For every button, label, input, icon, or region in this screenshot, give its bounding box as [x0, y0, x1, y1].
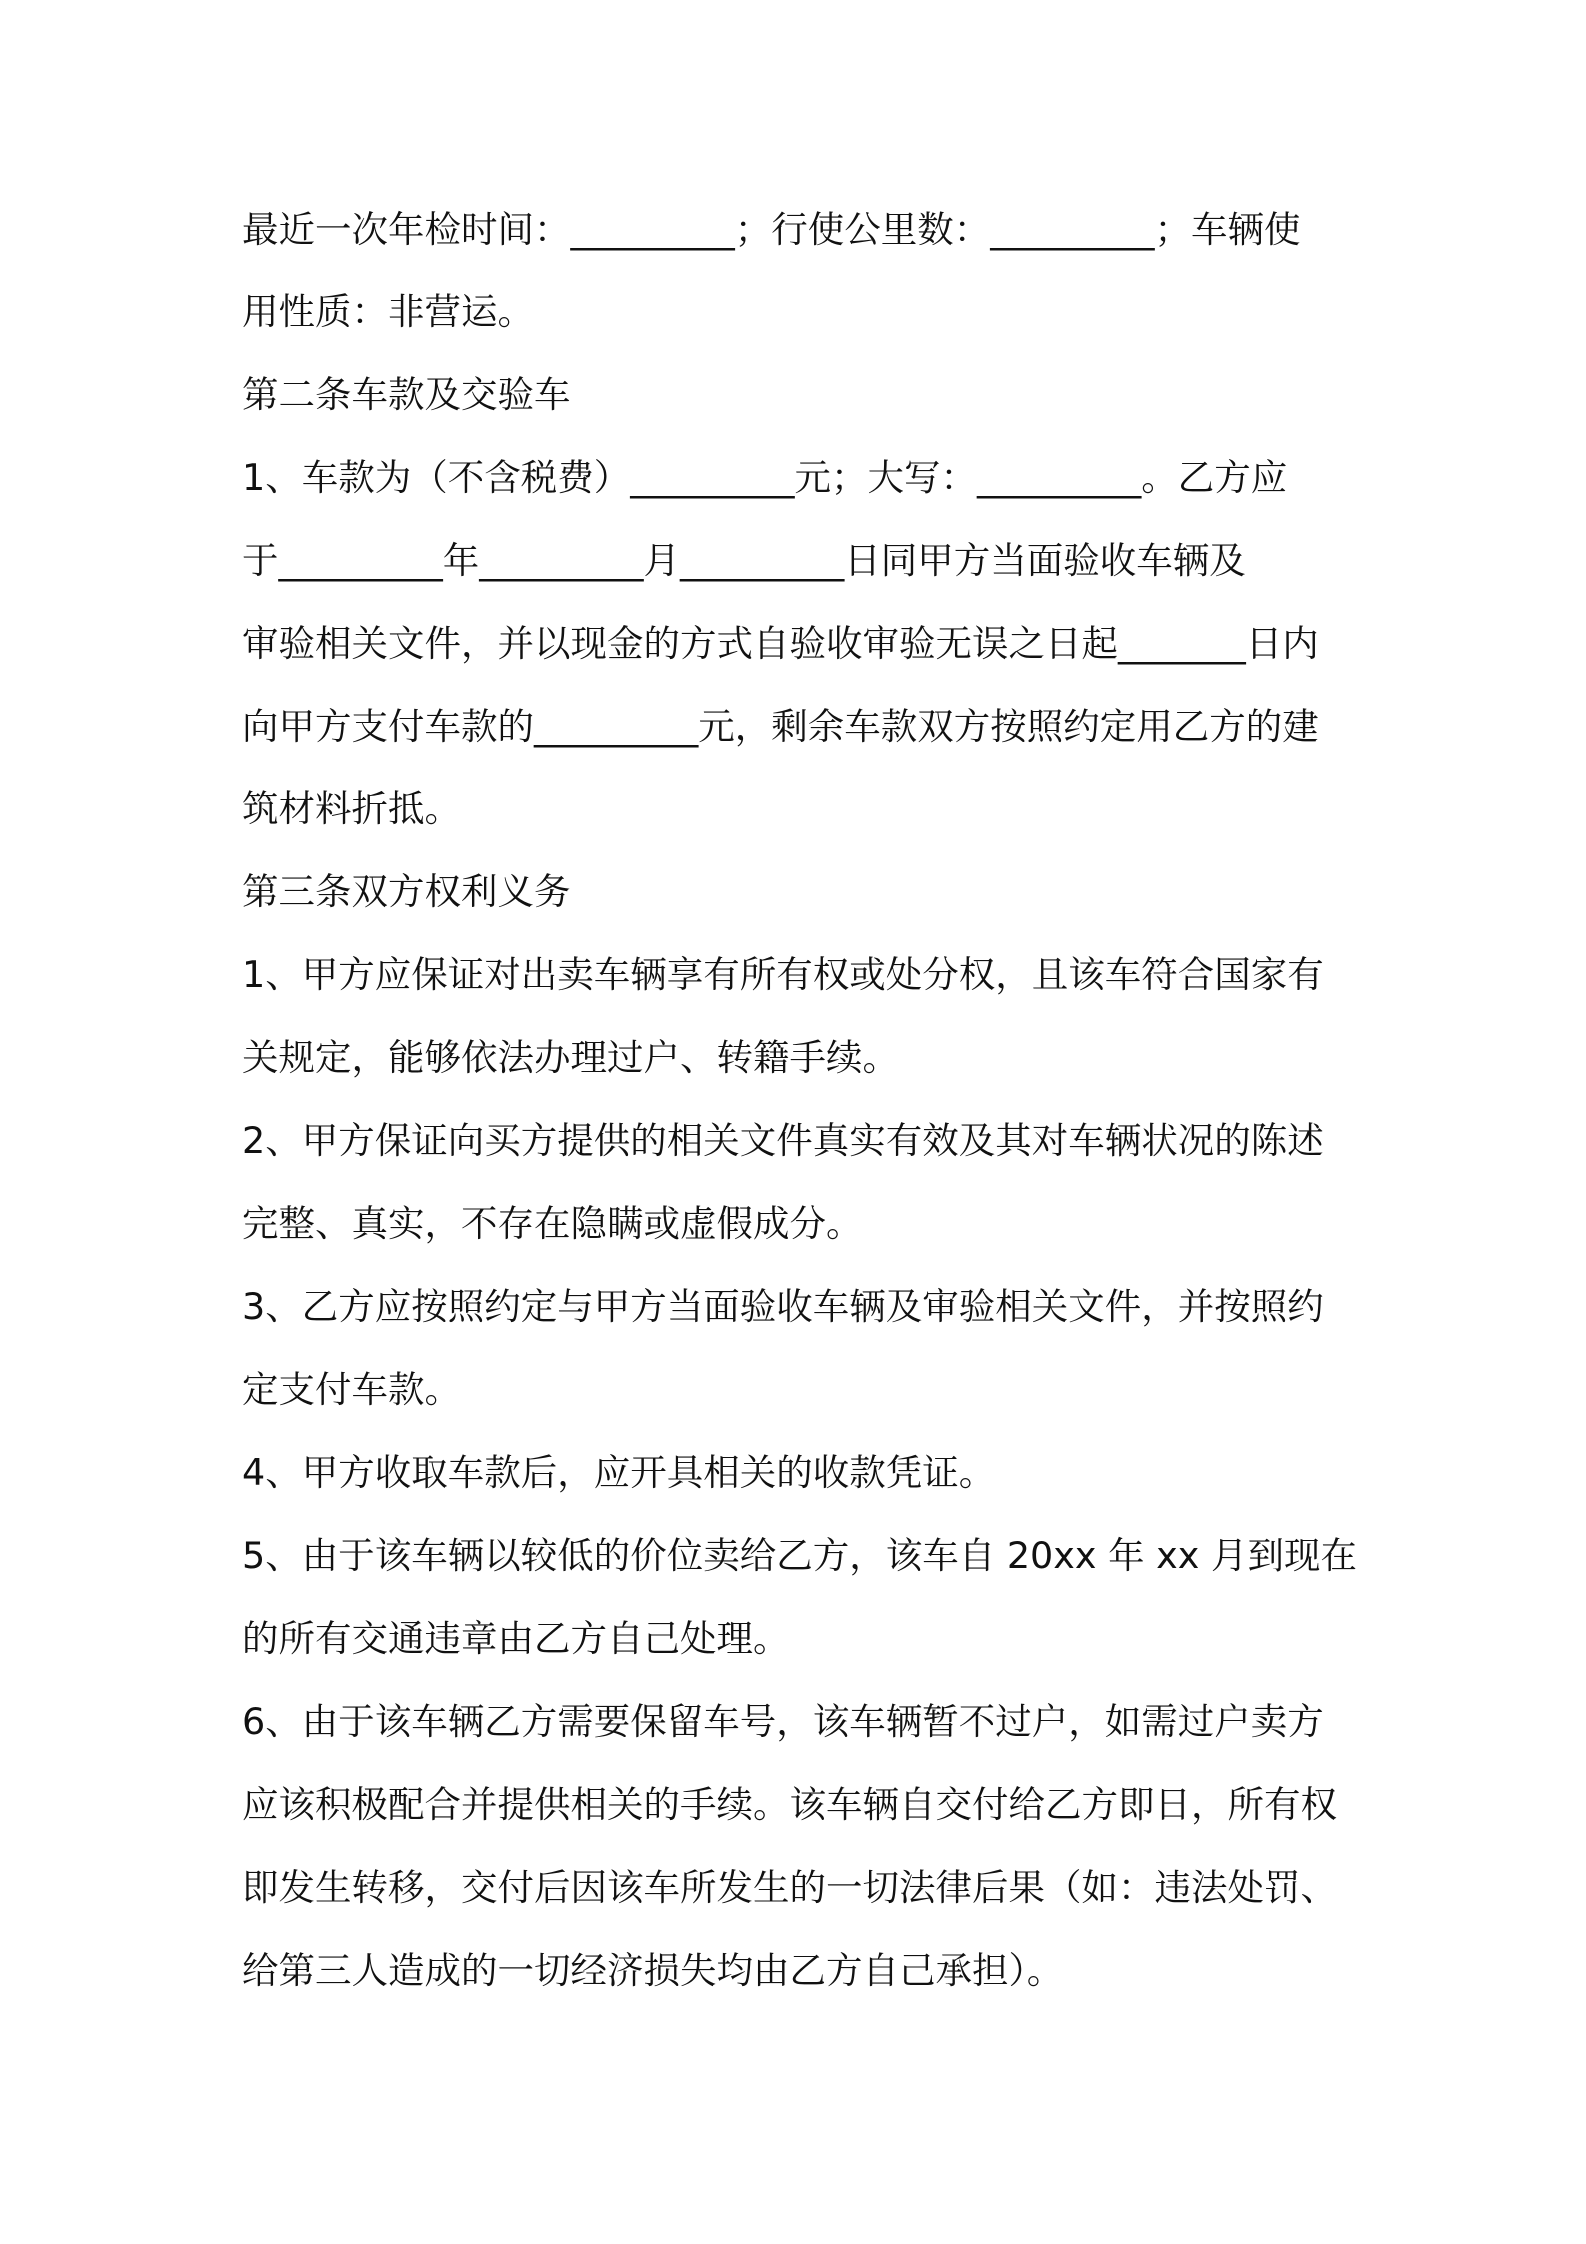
text-line: 应该积极配合并提供相关的手续。该车辆自交付给乙方即日，所有权 [242, 1783, 1337, 1826]
text-line: 关规定，能够依法办理过户、转籍手续。 [242, 1036, 899, 1079]
text-line: 完整、真实，不存在隐瞒或虚假成分。 [242, 1202, 863, 1245]
text-line: 1、甲方应保证对出卖车辆享有所有权或处分权，且该车符合国家有 [242, 953, 1324, 996]
text-line: 用性质：非营运。 [242, 290, 534, 333]
text-line: 6、由于该车辆乙方需要保留车号，该车辆暂不过户，如需过户卖方 [242, 1700, 1324, 1743]
text-line: 向甲方支付车款的_________元，剩余车款双方按照约定用乙方的建 [242, 705, 1319, 748]
text-line: 于_________年_________月_________日同甲方当面验收车辆及 [242, 539, 1246, 582]
section-heading: 第三条双方权利义务 [242, 870, 571, 913]
text-line: 3、乙方应按照约定与甲方当面验收车辆及审验相关文件，并按照约 [242, 1285, 1324, 1328]
text-line: 最近一次年检时间：_________；行使公里数：_________；车辆使 [242, 208, 1301, 251]
text-line: 定支付车款。 [242, 1368, 461, 1411]
text-line: 筑材料折抵。 [242, 787, 461, 830]
text-line: 5、由于该车辆以较低的价位卖给乙方，该车自 20xx 年 xx 月到现在 [242, 1534, 1357, 1577]
section-heading: 第二条车款及交验车 [242, 373, 571, 416]
text-line: 即发生转移，交付后因该车所发生的一切法律后果（如：违法处罚、 [242, 1866, 1337, 1909]
text-line: 审验相关文件，并以现金的方式自验收审验无误之日起_______日内 [242, 622, 1319, 665]
text-line: 的所有交通违章由乙方自己处理。 [242, 1617, 790, 1660]
text-line: 4、甲方收取车款后，应开具相关的收款凭证。 [242, 1451, 996, 1494]
text-line: 1、车款为（不含税费）_________元；大写：_________。乙方应 [242, 456, 1288, 499]
text-line: 2、甲方保证向买方提供的相关文件真实有效及其对车辆状况的陈述 [242, 1119, 1324, 1162]
text-line: 给第三人造成的一切经济损失均由乙方自己承担）。 [242, 1949, 1064, 1992]
